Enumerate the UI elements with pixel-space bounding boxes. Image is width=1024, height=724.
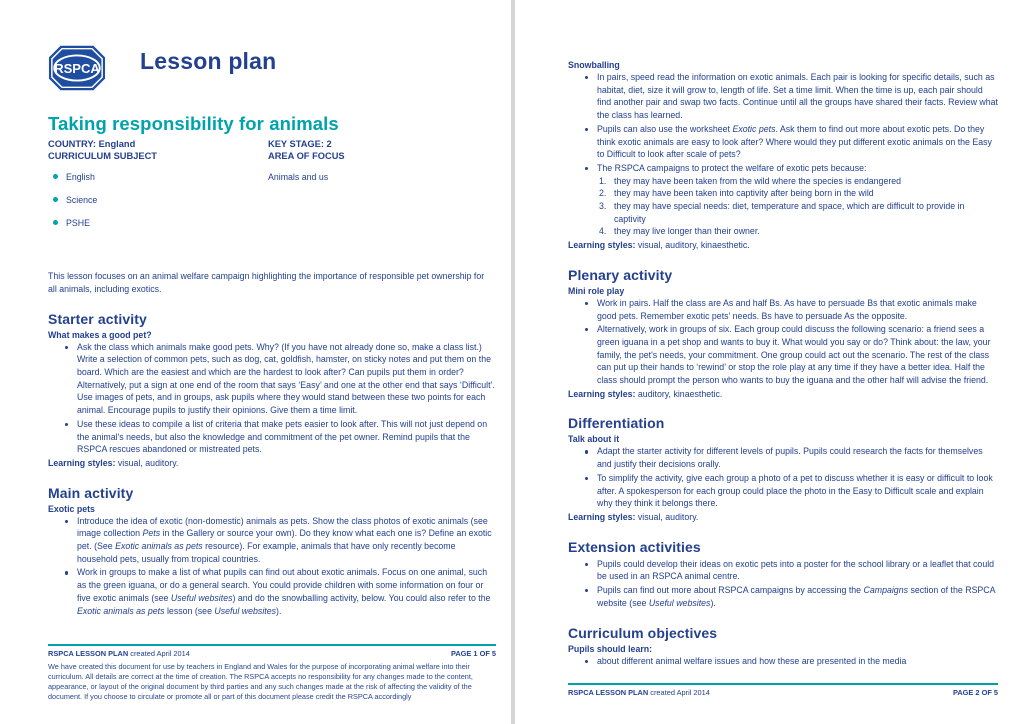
list-item: about different animal welfare issues and how these are presented in the media — [597, 655, 998, 668]
learning-styles — [48, 457, 497, 470]
section-subheading: Exotic pets — [48, 503, 95, 514]
list-item: Alternatively, work in groups of six. Each group could discuss the following scenario: a friend sees a green iguana in a pet shop and wants to buy it. What would you say or do? Think about: the law, your family, the pet's needs, your commitment. One group could act out the scenario. The rest of the class can put up their hands to ‘rewind’ or stop the role play at any time if they have a better idea. Half the class should prompt the person who wants to buy the iguana and the other half will advise the friend. — [597, 323, 998, 387]
section-heading: Curriculum objectives — [568, 624, 718, 641]
list-item: To simplify the activity, give each group a photo of a pet to discuss whether it is easy or difficult to look after. A spokesperson for each group could place the photo in the Easy to Difficult scale and explain why they think it belongs there. — [597, 472, 998, 510]
bullet-list — [48, 341, 497, 456]
bullet-list — [48, 515, 497, 618]
subject-item: PSHE — [66, 217, 268, 229]
footer-plan-line — [48, 649, 190, 658]
learning-styles — [568, 239, 998, 252]
country-label: COUNTRY: England — [48, 139, 136, 149]
lesson-heading: Taking responsibility for animals — [48, 113, 339, 134]
list-item: Work in groups to make a list of what pupils can find out about exotic animals. Focus on one animal, such as the green iguana, or do a general search. You could provide children with some information on four or five exotic animals (see Useful websites) and do the snowballing activity, below. You could also refer to the Exotic animals as pets lesson (see Useful websites). — [77, 566, 497, 617]
bullet-list — [568, 445, 998, 510]
list-item: In pairs, speed read the information on exotic animals. Each pair is looking for specific details, such as habitat, diet, size it will grow to, length of life. Set a time limit. When the time is up, each pair should find another pair and swap two facts. Continue until all the groups have shared their facts. Review what the class has learned. — [597, 72, 998, 121]
section-differentiation — [568, 415, 998, 523]
numbered-item: they may have been taken into captivity after being born in the wild — [614, 188, 874, 199]
learning-styles-label: Learning styles: — [568, 511, 636, 522]
section-heading: Extension activities — [568, 538, 701, 555]
learning-styles-value: visual, auditory. — [115, 457, 179, 468]
bullet-list — [568, 558, 998, 610]
curriculum-subject-label: CURRICULUM SUBJECT — [48, 151, 157, 161]
footer-page-number: PAGE 2 OF 5 — [952, 688, 998, 698]
learning-styles-label: Learning styles: — [568, 240, 636, 251]
rspca-logo-icon — [48, 44, 106, 92]
learning-styles — [568, 388, 998, 401]
section-subheading: Pupils should learn: — [568, 643, 653, 654]
learning-styles — [568, 511, 998, 524]
list-item: Work in pairs. Half the class are As and half Bs. As have to persuade Bs that exotic animals make good pets. Remember exotic pets' needs. Bs have to persuade As the opposite. — [597, 297, 998, 322]
document-page-2 — [515, 0, 1024, 724]
section-subheading: Snowballing — [568, 60, 620, 70]
section-main-activity — [48, 485, 497, 618]
subject-item: Science — [66, 194, 268, 206]
section-starter-activity — [48, 311, 497, 470]
section-subheading: Talk about it — [568, 434, 620, 445]
curriculum-subject-list — [48, 171, 268, 240]
bullet-list — [568, 297, 998, 387]
list-item — [597, 162, 998, 238]
list-item: Pupils could develop their ideas on exotic pets into a poster for the school library or a leaflet that could be used in an RSPCA animal centre. — [597, 558, 998, 583]
key-stage-label: KEY STAGE: 2 — [268, 139, 332, 149]
subject-item: English — [66, 171, 268, 183]
footer-plan-bold: RSPCA LESSON PLAN — [568, 688, 649, 698]
section-subheading: Mini role play — [568, 285, 625, 296]
section-subheading: What makes a good pet? — [48, 329, 152, 340]
footer-plan-rest: created April 2014 — [648, 688, 710, 698]
document-title: Lesson plan — [140, 48, 277, 74]
list-item-text: The RSPCA campaigns to protect the welfare of exotic pets because: — [597, 162, 867, 173]
document-header — [48, 44, 497, 92]
footer-row — [48, 649, 496, 658]
learning-styles-label: Learning styles: — [48, 457, 116, 468]
footer-rule — [568, 683, 998, 685]
numbered-list — [597, 175, 998, 239]
footer-row — [568, 688, 998, 697]
footer-plan-rest: created April 2014 — [128, 649, 190, 659]
list-item: Use these ideas to compile a list of criteria that make pets easier to look after. This will not just depend on the animal's needs, but also the knowledge and commitment of the pet owner. Remind pupils that the RSPCA rescues abandoned or mistreated pets. — [77, 418, 497, 456]
footer-plan-line — [568, 688, 710, 697]
section-plenary-activity — [568, 267, 998, 401]
footer-disclaimer: We have created this document for use by teachers in England and Wales for the purpose of incorporating animal welfare into their curriculum. All details are correct at the time of creation. The RSPCA accepts no responsibility for any changes made to the content, appearance, or layout of the original document by third parties and any such changes made at the risk of affecting the validity of the document. If you choose to circulate or promote all or part of this document please credit the RSPCA accordingly — [48, 662, 473, 701]
footer-rule — [48, 644, 496, 646]
learning-styles-label: Learning styles: — [568, 388, 636, 399]
page1-footer — [48, 644, 496, 709]
learning-styles-value: auditory, kinaesthetic. — [635, 388, 723, 399]
list-item: Ask the class which animals make good pets. Why? (If you have not already done so, make a class list.) Write a selection of common pets, such as dog, cat, goldfish, hamster, on sticky notes and put them on the board. Which are the easiest and which are the hardest to look after? Can pupils put them in order? Alternatively, put a sign at one end of the room that says ‘Easy’ and one at the other end that says ‘Difficult’. Use images of pets, and in groups, ask pupils where they would stand between these two points for each animal. Encourage pupils to justify their opinions. Give them a time limit. — [77, 341, 497, 417]
numbered-item: they may have been taken from the wild where the species is endangered — [614, 175, 902, 186]
section-snowballing — [568, 60, 998, 252]
section-heading: Differentiation — [568, 415, 665, 432]
numbered-item: they may have special needs: diet, temperature and space, which are difficult to provide in captivity — [614, 201, 965, 224]
learning-styles-value: visual, auditory. — [635, 511, 699, 522]
document-page-1 — [0, 0, 511, 724]
section-heading: Main activity — [48, 484, 134, 501]
list-item: Introduce the idea of exotic (non-domestic) animals as pets. Show the class photos of exotic animals (see image collection Pets in the Gallery or source your own). Do they know what each one is? Define an exotic pet. (See Exotic animals as pets resource). For example, animals that have only recently become household pets, usually from tropical countries. — [77, 515, 497, 566]
list-item: Pupils can also use the worksheet Exotic pets. Ask them to find out more about exotic pets. Do they think exotic animals are easy to look after? Where would they put different exotic animals on the Easy to Difficult to look after scale of pets? — [597, 123, 998, 161]
list-item: Pupils can find out more about RSPCA campaigns by accessing the Campaigns section of the RSPCA website (see Useful websites). — [597, 584, 998, 609]
section-heading: Starter activity — [48, 310, 147, 327]
section-extension-activities — [568, 539, 998, 610]
area-of-focus-value: Animals and us — [268, 172, 329, 182]
rspca-logo-text: RSPCA — [54, 60, 100, 76]
footer-page-number: PAGE 1 OF 5 — [450, 649, 496, 659]
lesson-meta — [48, 138, 497, 240]
bullet-list — [568, 655, 998, 668]
lesson-intro: This lesson focuses on an animal welfare campaign highlighting the importance of responsible pet ownership for all animals, including exotics. — [48, 271, 485, 294]
section-heading: Plenary activity — [568, 266, 673, 283]
area-of-focus-label: AREA OF FOCUS — [268, 151, 345, 161]
bullet-list — [568, 71, 998, 238]
list-item: Adapt the starter activity for different levels of pupils. Pupils could research the facts for themselves and justify their decisions orally. — [597, 445, 998, 470]
numbered-item: they may live longer than their owner. — [614, 226, 760, 237]
learning-styles-value: visual, auditory, kinaesthetic. — [635, 240, 750, 251]
footer-plan-bold: RSPCA LESSON PLAN — [48, 649, 129, 659]
page2-footer — [568, 683, 998, 697]
section-curriculum-objectives — [568, 625, 998, 668]
